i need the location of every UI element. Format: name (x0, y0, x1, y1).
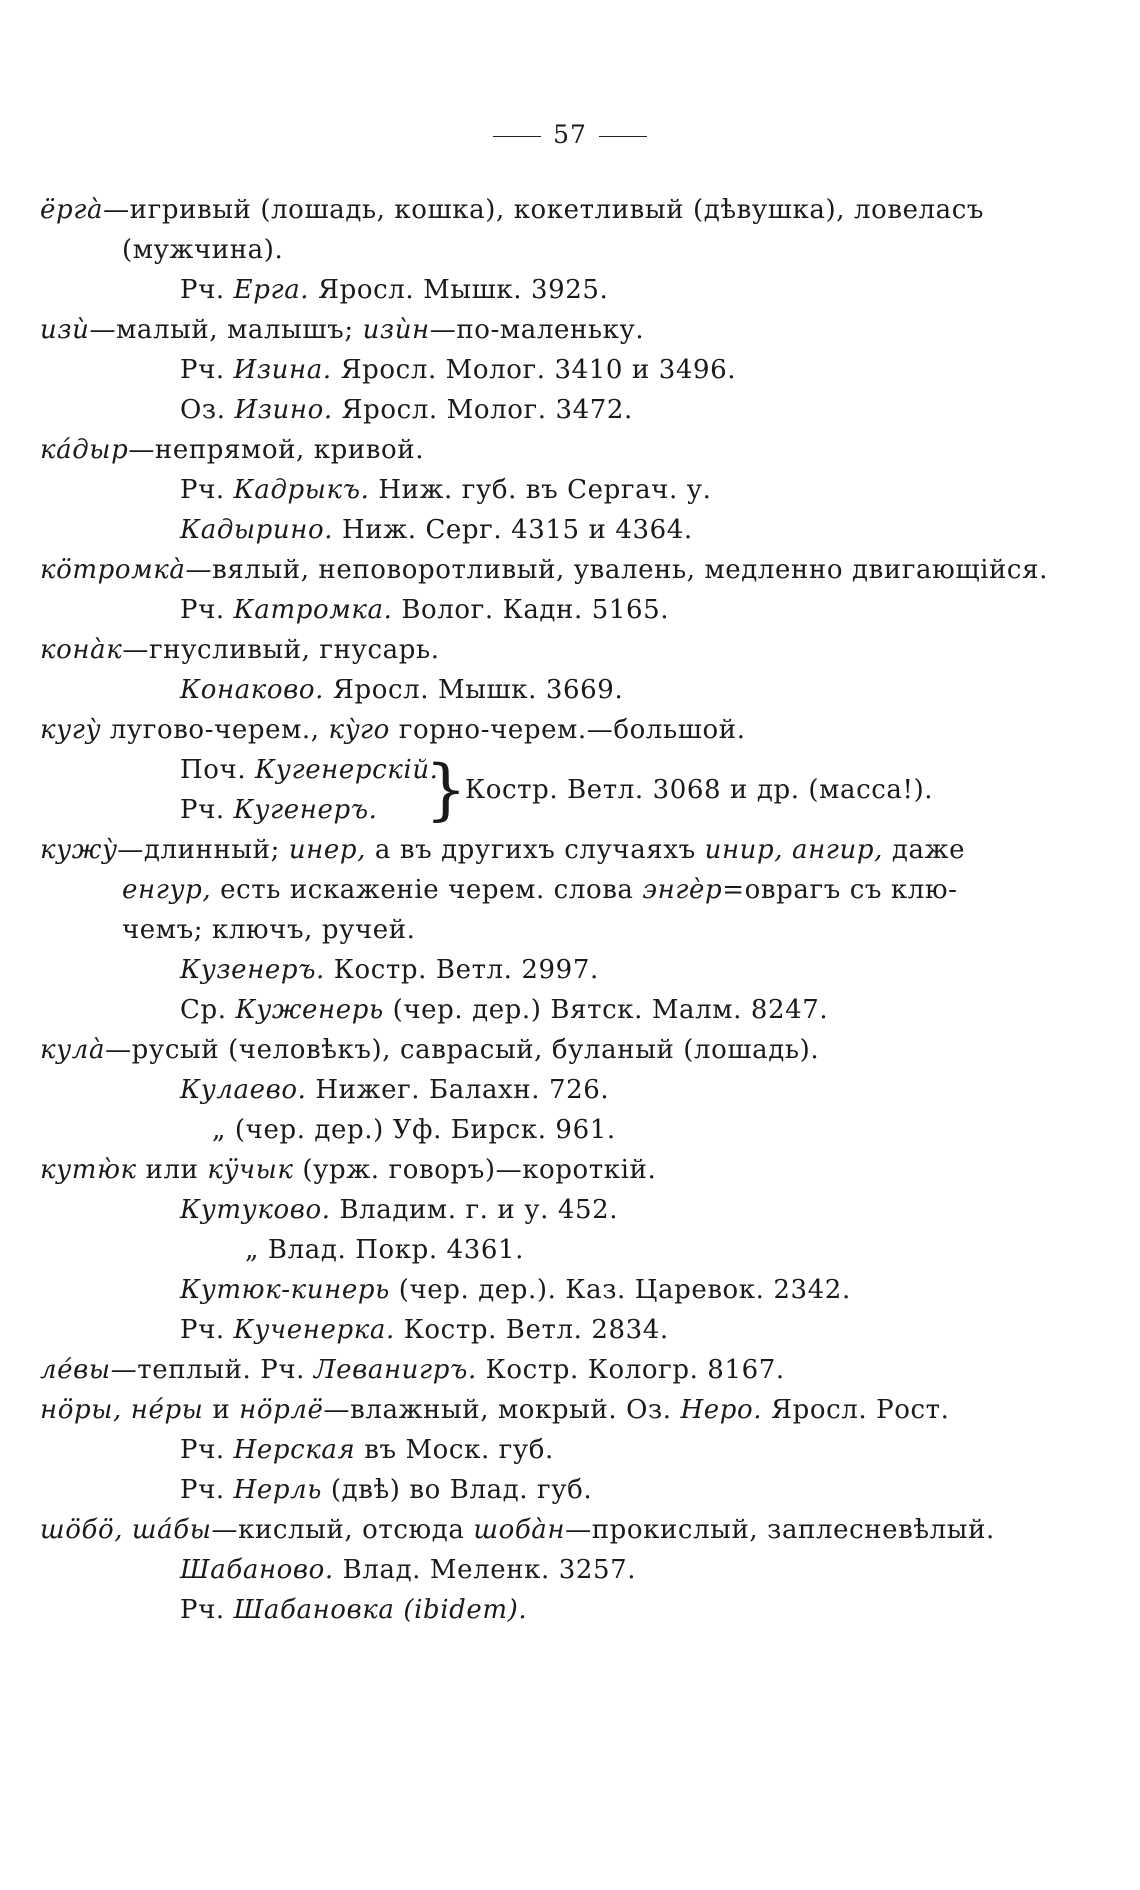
page-number-dash-left (493, 136, 541, 137)
text-segment: Ниж. губ. въ Сергач. у. (369, 475, 712, 505)
italic-term: кöтромкà (40, 555, 186, 585)
entry-headword-line (0, 630, 1140, 670)
italic-term: Шабаново. (180, 1555, 334, 1585)
text-segment: Рч. (180, 1435, 234, 1465)
entry-line (0, 1550, 1140, 1590)
text-segment: лугово-черем., (100, 715, 329, 745)
text-segment: Рч. (180, 475, 234, 505)
entries-block-2 (0, 830, 1140, 1630)
italic-term: изѝн (362, 315, 430, 345)
entry-line (0, 910, 1140, 950)
italic-term: кутю̀к (40, 1155, 137, 1185)
brace-line-bottom (180, 790, 378, 830)
entry-headword-line (0, 430, 1140, 470)
text-segment: Оз. (180, 395, 235, 425)
italic-term: Неро. (680, 1395, 763, 1425)
text-segment: Рч. (180, 275, 234, 305)
italic-term: ёргà (40, 195, 104, 225)
italic-term: Леванигръ. (313, 1355, 477, 1385)
italic-term: Кугенерскій. (255, 755, 439, 785)
entry-line (0, 670, 1140, 710)
italic-term: шöбö, шáбы (40, 1515, 212, 1545)
text-segment: Поч. (180, 755, 256, 785)
text-segment: (мужчина). (122, 235, 284, 265)
text-segment: Костр. Ветл. 2997. (324, 955, 599, 985)
italic-term: изѝ (40, 315, 90, 345)
entry-line (0, 350, 1140, 390)
text-segment: а въ другихъ случаяхъ (366, 835, 705, 865)
dictionary-entries (0, 190, 1140, 1630)
entry-line (0, 1310, 1140, 1350)
italic-term: нöрлё (239, 1395, 324, 1425)
text-segment: Рч. (180, 1595, 234, 1625)
entry-line (0, 510, 1140, 550)
text-segment: —влажный, мокрый. Оз. (323, 1395, 681, 1425)
text-segment: —теплый. Рч. (110, 1355, 314, 1385)
entry-line (0, 390, 1140, 430)
italic-term: инир, ангир, (704, 835, 884, 865)
entry-headword-line (0, 1030, 1140, 1070)
text-segment: —по-маленьку. (429, 315, 645, 345)
italic-term: кугỳ (40, 715, 101, 745)
entry-line (0, 1110, 1140, 1150)
text-segment: Яросл. Мышк. 3925. (309, 275, 609, 305)
italic-term: Ерга. (233, 275, 310, 305)
entry-line (0, 230, 1140, 270)
italic-term: Нерль (233, 1475, 323, 1505)
entry-headword-line (0, 190, 1140, 230)
entry-headword-line (0, 710, 1140, 750)
italic-term: Кадырино. (180, 515, 334, 545)
italic-term: инер, (288, 835, 366, 865)
page-number (0, 120, 1140, 149)
text-segment: есть искаженіе черем. слова (211, 875, 643, 905)
text-segment: Влад. Меленк. 3257. (333, 1555, 637, 1585)
entry-line (0, 870, 1140, 910)
text-segment: —кислый, отсюда (211, 1515, 474, 1545)
brace-line-top (180, 750, 439, 790)
text-segment: Ср. (180, 995, 236, 1025)
italic-term: Кугенеръ. (233, 795, 378, 825)
text-segment: —игривый (лошадь, кошка), кокетливый (дѣвушка), ловеласъ (103, 195, 985, 225)
text-segment: Рч. (180, 795, 234, 825)
brace-group (0, 750, 1140, 830)
text-segment: Волог. Кадн. 5165. (392, 595, 670, 625)
text-segment: Рч. (180, 1315, 234, 1345)
text-segment: —вялый, неповоротливый, увалень, медленно двигающійся. (185, 555, 1048, 585)
italic-term: кáдыр (40, 435, 129, 465)
text-segment: —малый, малышъ; (89, 315, 363, 345)
text-segment: „ (чер. дер.) Уф. Бирск. 961. (212, 1115, 616, 1145)
italic-term: Кадрыкъ. (233, 475, 370, 505)
entry-line (0, 470, 1140, 510)
italic-term: Катромка. (233, 595, 393, 625)
italic-term: нöры, нéры (40, 1395, 204, 1425)
entry-headword-line (0, 310, 1140, 350)
text-segment: (чер. дер.) Вятск. Малм. 8247. (383, 995, 829, 1025)
text-segment: и (203, 1395, 240, 1425)
text-segment: =оврагъ съ клю- (722, 875, 958, 905)
text-segment: или (136, 1155, 208, 1185)
italic-term: Шабановка (ibidem). (233, 1595, 528, 1625)
text-segment: чемъ; ключъ, ручей. (122, 915, 416, 945)
italic-term: кÿчык (207, 1155, 294, 1185)
entry-line (0, 1230, 1140, 1270)
text-segment: (чер. дер.). Каз. Царевок. 2342. (389, 1275, 851, 1305)
entry-line (0, 1190, 1140, 1230)
text-segment: „ Влад. Покр. 4361. (245, 1235, 524, 1265)
italic-term: Изино. (234, 395, 333, 425)
italic-term: конàк (40, 635, 123, 665)
page-number-text: 57 (553, 120, 587, 149)
italic-term: Кужeнерь (235, 995, 384, 1025)
italic-term: лéвы (40, 1355, 111, 1385)
text-segment: Костр. Ветл. 2834. (394, 1315, 669, 1345)
entry-headword-line (0, 550, 1140, 590)
text-segment: —длинный; (117, 835, 289, 865)
italic-term: Конаково. (180, 675, 325, 705)
text-segment: (двѣ) во Влад. губ. (322, 1475, 593, 1505)
italic-term: Изина. (233, 355, 332, 385)
text-segment: Рч. (180, 355, 234, 385)
italic-term: Кутюк-кинерь (180, 1275, 390, 1305)
text-segment: Яросл. Рост. (762, 1395, 950, 1425)
entry-line (0, 1470, 1140, 1510)
italic-term: шобàн (473, 1515, 566, 1545)
italic-term: Кутуково. (180, 1195, 331, 1225)
curly-brace: } (425, 751, 467, 828)
text-segment: Яросл. Мышк. 3669. (324, 675, 624, 705)
entry-line (0, 990, 1140, 1030)
italic-term: кулà (40, 1035, 106, 1065)
italic-term: енгур, (122, 875, 212, 905)
brace-right-text: Костр. Ветл. 3068 и др. (масса!). (465, 775, 934, 805)
text-segment: въ Моск. губ. (355, 1435, 554, 1465)
entry-line (0, 1430, 1140, 1470)
entry-line (0, 1070, 1140, 1110)
text-segment: Ниж. Серг. 4315 и 4364. (333, 515, 693, 545)
italic-term: Кученерка. (233, 1315, 395, 1345)
text-segment: —русый (человѣкъ), саврасый, буланый (лошадь). (105, 1035, 820, 1065)
entry-headword-line (0, 1390, 1140, 1430)
text-segment: Рч. (180, 1475, 234, 1505)
text-segment: —прокислый, заплесневѣлый. (565, 1515, 995, 1545)
italic-term: Нерская (233, 1435, 356, 1465)
italic-term: энгèр (642, 875, 723, 905)
text-segment: даже (883, 835, 966, 865)
text-segment: Владим. г. и у. 452. (330, 1195, 619, 1225)
text-segment: Костр. Кологр. 8167. (476, 1355, 785, 1385)
text-segment: Нижег. Балахн. 726. (306, 1075, 610, 1105)
italic-term: Кузенеръ. (180, 955, 325, 985)
entry-line (0, 1590, 1140, 1630)
text-segment: —гнусливый, гнусарь. (122, 635, 440, 665)
italic-term: кужỳ (40, 835, 118, 865)
text-segment: (урж. говоръ)—короткій. (293, 1155, 657, 1185)
entries-block-1 (0, 190, 1140, 750)
entry-line (0, 590, 1140, 630)
text-segment: горно-черем.—большой. (389, 715, 746, 745)
entry-line (0, 950, 1140, 990)
entry-headword-line (0, 1350, 1140, 1390)
entry-line (0, 270, 1140, 310)
text-segment: —непрямой, кривой. (128, 435, 425, 465)
text-segment: Рч. (180, 595, 234, 625)
entry-line (0, 1270, 1140, 1310)
entry-headword-line (0, 830, 1140, 870)
italic-term: кỳго (328, 715, 390, 745)
entry-headword-line (0, 1150, 1140, 1190)
page-number-dash-right (599, 136, 647, 137)
text-segment: Яросл. Молог. 3410 и 3496. (331, 355, 737, 385)
entry-headword-line (0, 1510, 1140, 1550)
text-segment: Яросл. Молог. 3472. (332, 395, 633, 425)
italic-term: Кулаево. (180, 1075, 307, 1105)
